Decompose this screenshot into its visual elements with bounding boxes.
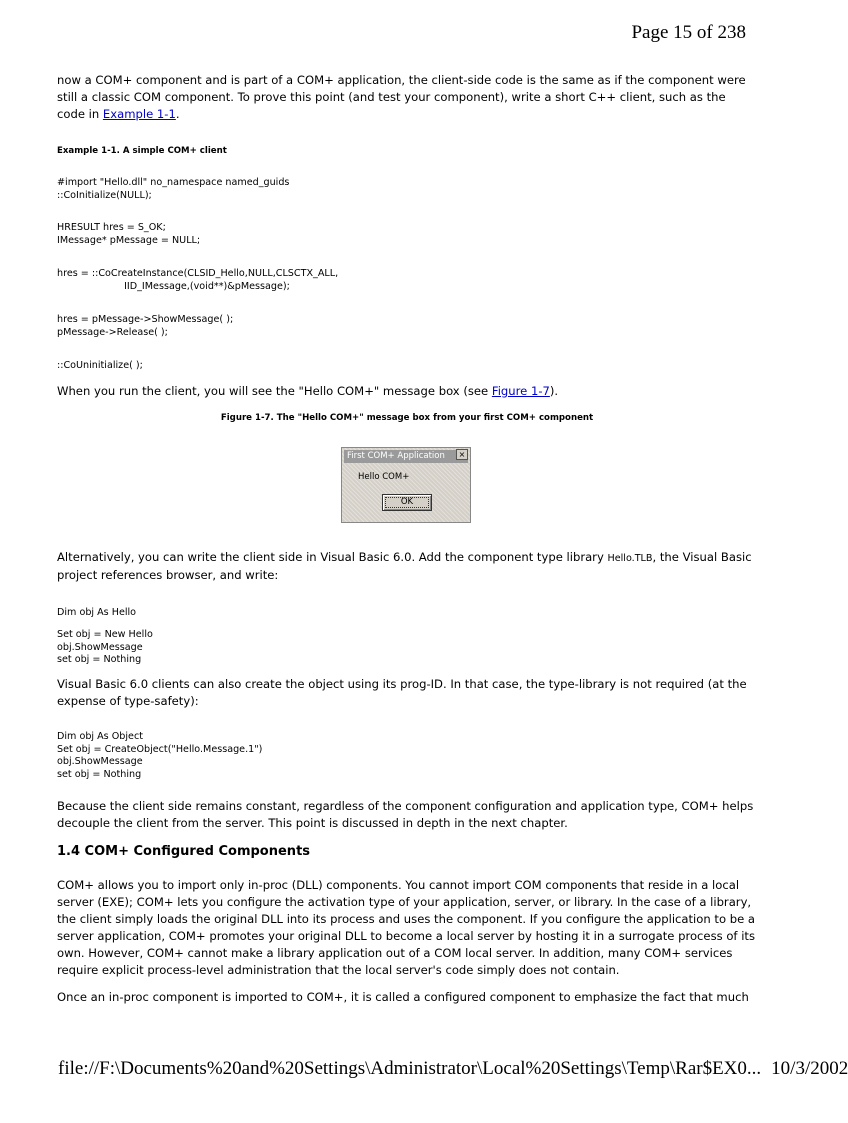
footer-path: file://F:\Documents%20and%20Settings\Administrator\Local%20Settings\Temp\Rar$EX0...	[58, 1058, 762, 1079]
close-icon: ×	[456, 449, 468, 460]
figure-caption: Figure 1-7. The "Hello COM+" message box from your first COM+ component	[220, 413, 594, 423]
example-1-1-link[interactable]: Example 1-1	[102, 107, 176, 121]
run-text: When you run the client, you will see the "Hello COM+" message box (see	[57, 384, 492, 398]
footer-date: 10/3/2002	[771, 1058, 848, 1079]
intro-end: .	[175, 107, 180, 121]
ok-button: OK	[382, 494, 432, 511]
vb-text-2: , the Visual Basic project references browser, and write:	[57, 550, 752, 582]
progid-paragraph: Visual Basic 6.0 clients can also create the object using its prog-ID. In that case, the type-library is not required (at the expense of type-safety):	[57, 677, 747, 708]
code-block: Dim obj As Object Set obj = CreateObject("Hello.Message.1") obj.ShowMessage set obj = Nothing	[57, 731, 263, 780]
message-box-text: Hello COM+	[358, 472, 410, 482]
footer	[58, 1058, 848, 1080]
code-block: #import "Hello.dll" no_namespace named_guids ::CoInitialize(NULL);	[57, 177, 290, 201]
code-block: Set obj = New Hello obj.ShowMessage set obj = Nothing	[57, 629, 153, 665]
message-box-figure	[341, 447, 471, 523]
vb-text-1: Alternatively, you can write the client side in Visual Basic 6.0. Add the component type library	[57, 550, 608, 564]
code-block: HRESULT hres = S_OK; IMessage* pMessage = NULL;	[57, 222, 201, 246]
figure-1-7-link[interactable]: Figure 1-7	[491, 384, 550, 398]
vb-paragraph	[57, 549, 757, 584]
code-block: hres = ::CoCreateInstance(CLSID_Hello,NULL,CLSCTX_ALL, IID_IMessage,(void**)&pMessage);	[57, 268, 339, 292]
message-box-title: First COM+ Application	[344, 450, 468, 463]
intro-text: now a COM+ component and is part of a COM+ application, the client-side code is the same as if the component were still a classic COM component. To prove this point (and test your component), write a short C++ client, such as the code in	[57, 73, 746, 121]
decouple-paragraph: Because the client side remains constant, regardless of the component configuration and application type, COM+ helps decouple the client from the server. This point is discussed in depth in the next chapter.	[57, 799, 754, 830]
page-number: Page 15 of 238	[631, 22, 746, 43]
run-paragraph	[57, 383, 558, 400]
code-block: Dim obj As Hello	[57, 607, 137, 618]
code-block: ::CoUninitialize( );	[57, 360, 143, 371]
section-paragraph: Once an in-proc component is imported to COM+, it is called a configured component to emphasize the fact that much	[57, 990, 749, 1004]
section-heading: 1.4 COM+ Configured Components	[57, 844, 311, 859]
intro-paragraph	[57, 72, 757, 123]
typelib-filename: Hello.TLB	[607, 553, 653, 564]
section-paragraph: COM+ allows you to import only in-proc (DLL) components. You cannot import COM components that reside in a local server (EXE); COM+ lets you configure the activation type of your application, server, or library. In the case of a library, the client simply loads the original DLL into its process and uses the component. If you configure the application to be a server application, COM+ promotes your original DLL to become a local server by hosting it in a surrogate process of its own. However, COM+ cannot make a library application out of a COM local server. In addition, many COM+ services require explicit process-level administration that the local server's code simply does not contain.	[57, 878, 756, 977]
code-block: hres = pMessage->ShowMessage( ); pMessage->Release( );	[57, 314, 234, 338]
example-caption: Example 1-1. A simple COM+ client	[57, 146, 227, 156]
run-end: ).	[549, 384, 559, 398]
